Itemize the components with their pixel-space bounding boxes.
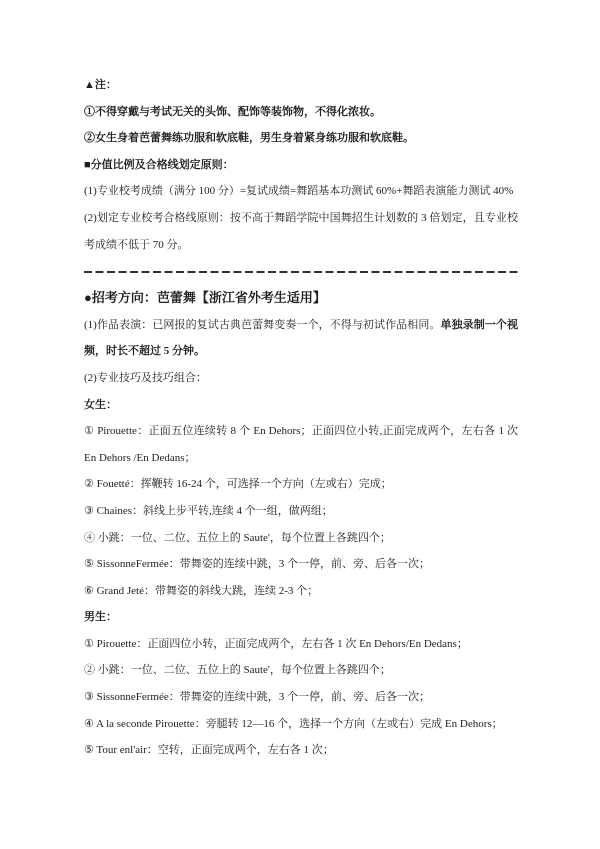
dashed-divider-line	[84, 271, 518, 273]
note-title: ▲注：	[84, 79, 117, 91]
female-skill-item-6: ⑥ Grand Jeté：带舞姿的斜线大跳，连续 2-3 个；	[84, 584, 319, 597]
ballet-performance-bold-text: 单独录制一个视频，时长不超过 5 分钟。	[84, 318, 519, 358]
male-skill-item-2: ② 小跳：一位、二位、五位上的 Saute'，每个位置上各跳四个；	[84, 664, 391, 677]
note-item-1: ①不得穿戴与考试无关的头饰、配饰等装饰物，不得化浓妆。	[84, 105, 381, 118]
scoring-rule-1: (1)专业校考成绩（满分 100 分）=复试成绩=舞蹈基本功测试 60%+舞蹈表演能力测试 40%	[84, 185, 514, 198]
ballet-performance-normal-text: (1)作品表演：已网报的复试古典芭蕾舞变奏一个，不得与初试作品相同。	[84, 318, 441, 331]
female-skill-item-2: ② Fouetté：挥鞭转 16-24 个，可选择一个方向（左或右）完成；	[84, 478, 392, 491]
ballet-skills-title: (2)专业技巧及技巧组合：	[84, 371, 207, 384]
female-section-label: 女生：	[84, 398, 117, 411]
female-skill-item-3: ③ Chaines：斜线上步平转,连续 4 个一组，做两组；	[84, 504, 333, 517]
female-skill-item-4: ④ 小跳：一位、二位、五位上的 Saute'，每个位置上各跳四个；	[84, 531, 391, 544]
female-skill-item-5: ⑤ SissonneFermée：带舞姿的连续中跳，3 个一停，前、旁、后各一次；	[84, 558, 430, 571]
male-skill-item-4: ④ A la seconde Pirouette：旁腿转 12—16 个，选择一个方向（左或右）完成 En Dehors；	[84, 717, 503, 730]
scoring-title: ■分值比例及合格线划定原则：	[84, 158, 234, 171]
female-skill-item-1: ① Pirouette：正面五位连续转 8 个 En Dehors；正面四位小转,正面完成两个，左右各 1 次 En Dehors /En Dedans；	[84, 425, 518, 464]
male-section-label: 男生：	[84, 611, 117, 624]
ballet-section-heading: ●招考方向：芭蕾舞【浙江省外考生适用】	[84, 290, 326, 306]
scoring-rule-2: (2)划定专业校考合格线原则：按不高于舞蹈学院中国舞招生计划数的 3 倍划定，且专业校考成绩不低于 70 分。	[84, 211, 518, 251]
male-skill-item-3: ③ SissonneFermée：带舞姿的连续中跳，3 个一停，前、旁、后各一次；	[84, 691, 430, 704]
dashed-divider	[84, 258, 518, 285]
note-item-2: ②女生身着芭蕾舞练功服和软底鞋，男生身着紧身练功服和软底鞋。	[84, 132, 414, 145]
male-skill-item-1: ① Pirouette：正面四位小转，正面完成两个，左右各 1 次 En Dehors/En Dedans；	[84, 637, 468, 650]
male-skill-item-5: ⑤ Tour enl'air：空转，正面完成两个，左右各 1 次；	[84, 744, 334, 757]
ballet-performance-paragraph	[84, 312, 518, 365]
